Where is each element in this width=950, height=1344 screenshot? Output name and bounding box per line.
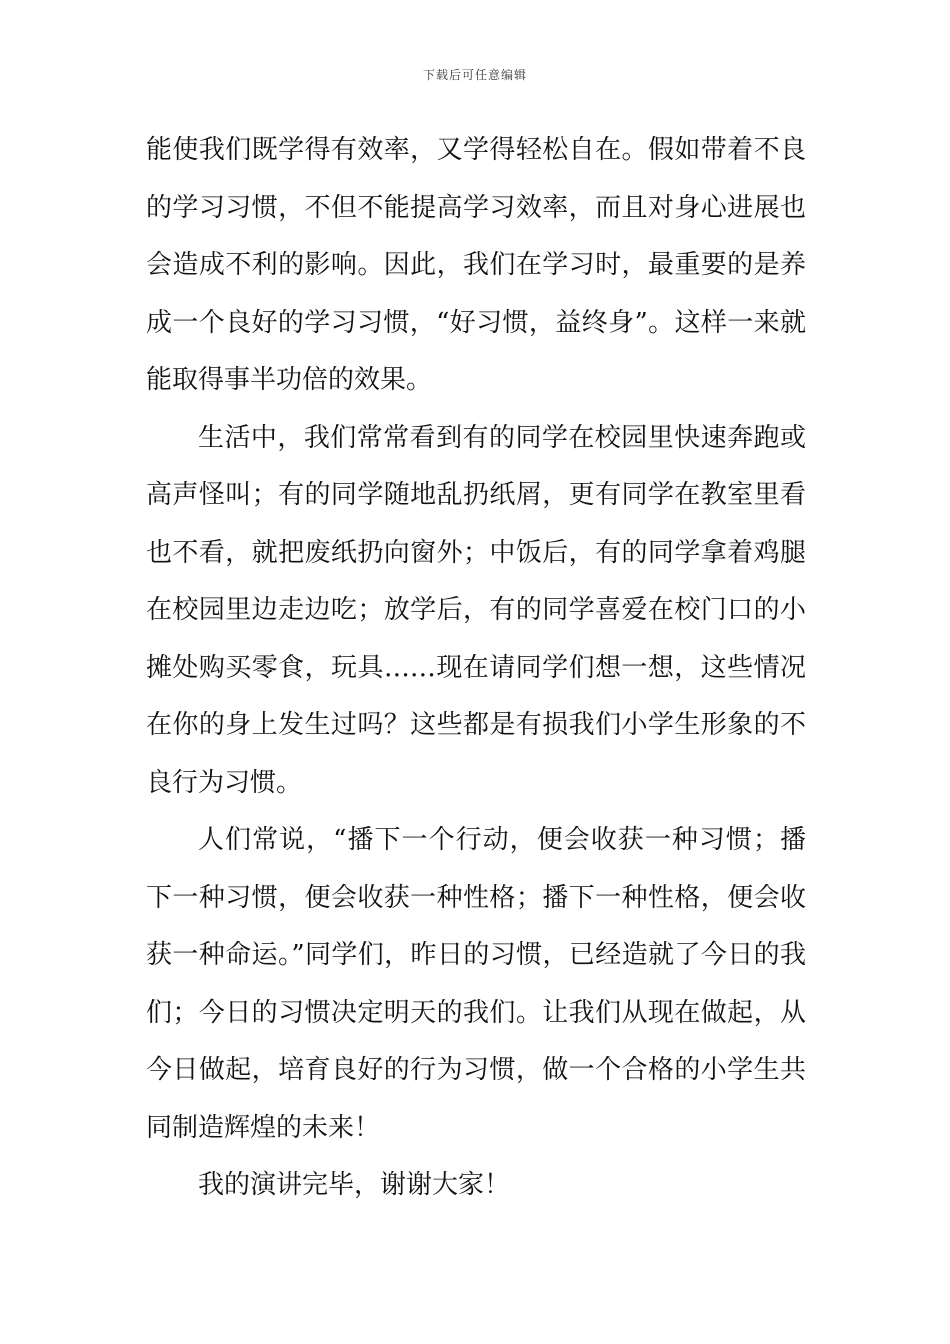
paragraph-3: 人们常说，“播下一个行动，便会收获一种习惯；播下一种习惯，便会收获一种性格；播下一种性格，便会收获一种命运。”同学们，昨日的习惯，已经造就了今日的我们；今日的习惯决定明天的我们。让我们从现在做起，从今日做起，培育良好的行为习惯，做一个合格的小学生共同制造辉煌的未来！ [146, 825, 806, 1143]
paragraph-4: 我的演讲完毕，谢谢大家！ [198, 1170, 511, 1200]
document-body [146, 122, 806, 1215]
paragraph-2: 生活中，我们常常看到有的同学在校园里快速奔跑或高声怪叫；有的同学随地乱扔纸屑，更有同学在教室里看也不看，就把废纸扔向窗外；中饭后，有的同学拿着鸡腿在校园里边走边吃；放学后，有的同学喜爱在校门口的小摊处购买零食，玩具……现在请同学们想一想，这些情况在你的身上发生过吗？这些都是有损我们小学生形象的不良行为习惯。 [146, 422, 806, 798]
paragraph-1: 能使我们既学得有效率，又学得轻松自在。假如带着不良的学习习惯，不但不能提高学习效率，而且对身心进展也会造成不利的影响。因此，我们在学习时，最重要的是养成一个良好的学习习惯，“好习惯，益终身”。这样一来就能取得事半功倍的效果。 [146, 135, 806, 395]
page-header: 下载后可任意编辑 [422, 68, 527, 82]
